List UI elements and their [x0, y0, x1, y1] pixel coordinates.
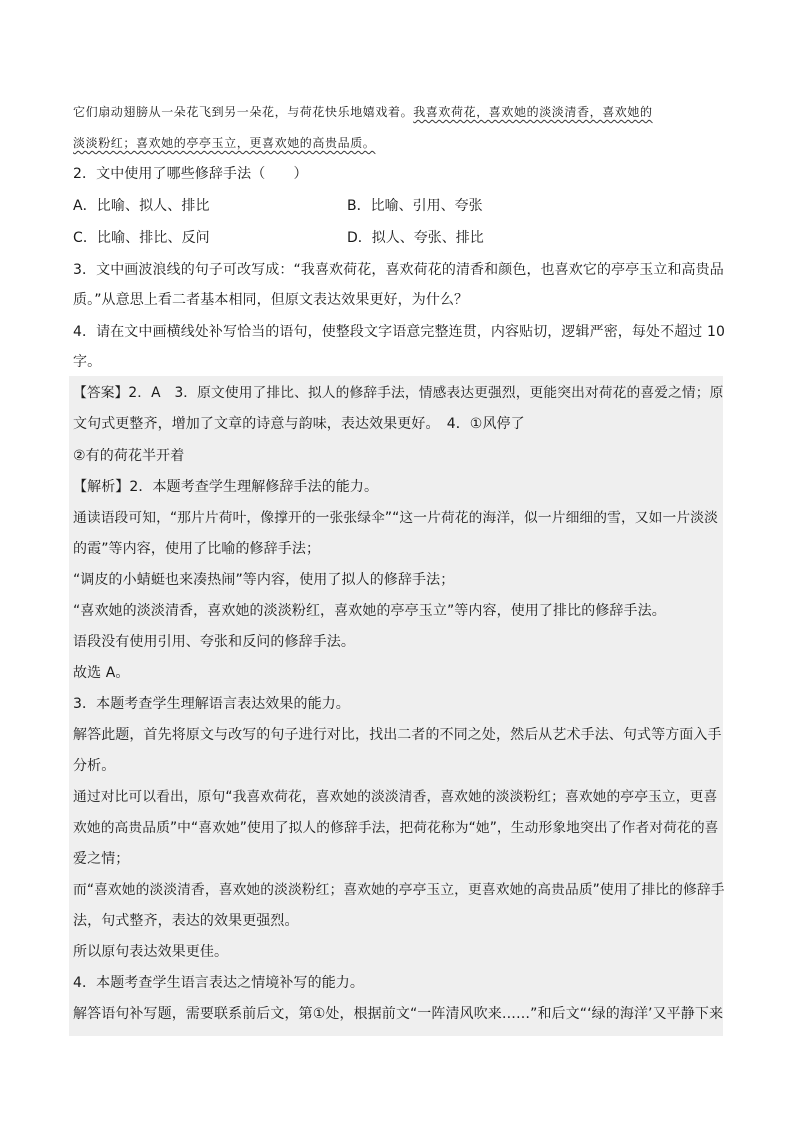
analysis-line: 爱之情； — [73, 851, 130, 867]
passage-wavy-text-1: 我喜欢荷花，喜欢她的淡淡清香，喜欢她的 — [413, 105, 653, 119]
analysis-line: “调皮的小蜻蜓也来凑热闹”等内容，使用了拟人的修辞手法； — [73, 572, 455, 588]
analysis-line: 通读语段可知，“那片片荷叶，像撑开的一张张绿伞”“这一片荷花的海洋，似一片细细的雪，又如一片淡淡 — [73, 510, 718, 526]
passage-line-2 — [73, 133, 375, 153]
question-2-option-c: C．比喻、排比、反问 — [73, 230, 210, 246]
question-4-line-1: 4．请在文中画横线处补写恰当的语句，使整段文字语意完整连贯，内容贴切，逻辑严密，每处不超过 10 — [73, 324, 725, 340]
question-2-option-b: B．比喻、引用、夸张 — [347, 198, 483, 214]
analysis-line: 解答此题，首先将原文与改写的句子进行对比，找出二者的不同之处，然后从艺术手法、句式等方面入手 — [73, 727, 722, 743]
answer-line-3: ②有的荷花半开着 — [73, 448, 185, 464]
passage-wavy-text-2: 淡淡粉红；喜欢她的亭亭玉立，更喜欢她的高贵品质。 — [73, 136, 376, 150]
analysis-line: 3．本题考查学生理解语言表达效果的能力。 — [73, 696, 350, 712]
question-3-line-1: 3．文中画波浪线的句子可改写成：“我喜欢荷花，喜欢荷花的清香和颜色，也喜欢它的亭亭玉立和高贵品 — [73, 262, 724, 278]
analysis-line: 而“喜欢她的淡淡清香，喜欢她的淡淡粉红；喜欢她的亭亭玉立，更喜欢她的高贵品质”使用了排比的修辞手 — [73, 882, 725, 898]
analysis-line: 的霞”等内容，使用了比喻的修辞手法； — [73, 541, 321, 557]
question-2-stem: 2．文中使用了哪些修辞手法（ ） — [73, 166, 308, 182]
analysis-line: 通过对比可以看出，原句“我喜欢荷花，喜欢她的淡淡清香，喜欢她的淡淡粉红；喜欢她的亭亭玉立，更喜 — [73, 789, 718, 805]
analysis-line: 4．本题考查学生语言表达之情境补写的能力。 — [73, 975, 365, 991]
analysis-line: 欢她的高贵品质”中“喜欢她”使用了拟人的修辞手法，把荷花称为“她”，生动形象地突出了作者对荷花的喜 — [73, 820, 719, 836]
analysis-line: “喜欢她的淡淡清香，喜欢她的淡淡粉红，喜欢她的亭亭玉立”等内容，使用了排比的修辞手法。 — [73, 603, 666, 619]
analysis-line: 故选 A。 — [73, 665, 130, 681]
analysis-line: 解答语句补写题，需要联系前后文，第①处，根据前文“一阵清风吹来……”和后文“‘绿的海洋’又平静下来 — [73, 1006, 724, 1022]
question-2-option-a: A．比喻、拟人、排比 — [73, 198, 210, 214]
question-2-option-d: D．拟人、夸张、排比 — [347, 230, 484, 246]
passage-plain-text: 它们扇动翅膀从一朵花飞到另一朵花，与荷花快乐地嬉戏着。 — [73, 105, 414, 119]
analysis-line: 语段没有使用引用、夸张和反问的修辞手法。 — [73, 634, 355, 650]
answer-line-2: 文句式更整齐，增加了文章的诗意与韵味，表达效果更好。 4．①风停了 — [73, 416, 525, 432]
analysis-line: 所以原句表达效果更佳。 — [73, 944, 229, 960]
answer-line-1: 【答案】2．A 3．原文使用了排比、拟人的修辞手法，情感表达更强烈，更能突出对荷花的喜爱之情；原 — [73, 385, 724, 401]
analysis-line: 【解析】2．本题考查学生理解修辞手法的能力。 — [73, 479, 379, 495]
question-4-line-2: 字。 — [73, 354, 102, 370]
analysis-line: 法，句式整齐，表达的效果更强烈。 — [73, 913, 299, 929]
question-3-line-2: 质。”从意思上看二者基本相同，但原文表达效果更好，为什么？ — [73, 292, 469, 308]
passage-line-1 — [73, 102, 653, 122]
analysis-line: 分析。 — [73, 758, 116, 774]
